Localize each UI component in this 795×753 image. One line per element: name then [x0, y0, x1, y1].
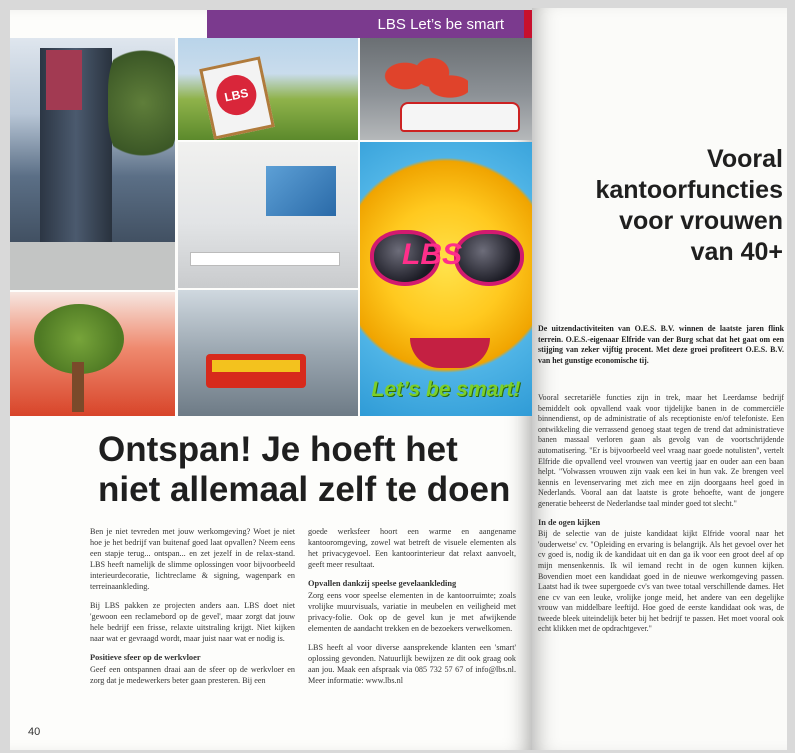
paragraph: goede werksfeer hoort een warme en aangename kantooromgeving, zowel wat betreft de visuele elementen als het privacygevoel. Een kantoorinterieur dat relaxt aanvoelt, geeft meer resultaat.	[308, 527, 516, 569]
paragraph: Bij de selectie van de juiste kandidaat kijkt Elfride vooral naar het 'ouderwetse' cv. "Opleiding en ervaring is belangrijk. Als het gevoel over het cv goed is, nodig ik de kandidaat uit en dan ga ik voor een groot deel af op mijn mensenkennis. Ik wil iemand recht in de ogen kunnen kijken. Bovendien moet een kandidaat goed in de nieuwe werkomgeving passen. Laatst had ik twee supergoede cv's van twee totaal verschillende dames. Het ene cv van een leuke, vrolijke jonge meid, het andere van een degelijke vrouw van middelbare leeftijd. Hoe goed de eerste kandidaat ook was, de tweede bleek uiteindelijk beter bij het bedrijf te passen. Het moet vooral ook echt klikken met de opdrachtgever."	[538, 529, 784, 634]
page-number: 40	[28, 726, 41, 738]
tree-trunk	[72, 362, 84, 412]
intro-paragraph: De uitzendactiviteiten van O.E.S. B.V. winnen de laatste jaren flink terrein. O.E.S.-eigenaar Elfride van der Burg schat dat het gaat om een stijging van zeker vijftig procent. Met deze groei profiteert O.E.S. B.V. van het gunstige economische tij.	[538, 324, 784, 365]
subheading: In de ogen kijken	[538, 517, 601, 527]
chair-logo: LBS	[213, 71, 260, 118]
article-headline	[98, 430, 518, 510]
tree-shape	[108, 38, 175, 168]
subheading: Positieve sfeer op de werkvloer	[90, 653, 201, 662]
right-page	[532, 8, 787, 750]
title-line-4: van 40+	[690, 238, 783, 266]
paragraph: LBS heeft al voor diverse aansprekende klanten een 'smart' oplossing gevonden. Natuurlijk bewijzen ze dit ook graag ook aan jou. Maak een afspraak via 085 732 57 67 of info@lbs.nl. Meer informatie: www.lbs.nl	[308, 643, 516, 685]
title-line-1: Vooral	[707, 145, 783, 173]
plaza-shape	[10, 242, 175, 290]
wall-visual	[266, 166, 336, 216]
paragraph: Zorg eens voor speelse elementen in de kantoorruimte; zoals vrolijke muurvisuals, variatie in meubelen en veiligheid met privacy-folie. Ook op de gevel kun je met afwijkende elementen de aandacht trekken en de bezoekers verwelkomen.	[308, 591, 516, 633]
title-line-3b: vrouwen	[680, 207, 783, 235]
deck-chair	[199, 56, 275, 139]
article-intro	[538, 324, 784, 374]
article-column-1	[90, 526, 295, 694]
slogan-text: Let’s be smart!	[371, 378, 521, 401]
left-page	[10, 10, 532, 750]
title-line-2: kantoorfuncties	[595, 176, 783, 204]
branded-car	[400, 102, 520, 132]
subheading: Opvallen dankzij speelse gevelaankleding	[308, 579, 457, 588]
paragraph: Bij LBS pakken ze projecten anders aan. LBS doet niet 'gewoon een reclamebord op de gevel', maar zorgt dat jouw hele bedrijf een frisse, relaxte uitstraling krijgt. Niet kijken naar wat er gevraagd wordt, maar juist naar wat er nodig is.	[90, 601, 295, 643]
photo-red-interior	[10, 292, 175, 416]
paragraph: Ben je niet tevreden met jouw werkomgeving? Woet je niet hoe je het bedrijf van buitenaf goed laat opvallen? Neem eens een stapje terug... ontspan... en zet jezelf in de relax-stand. LBS heeft namelijk de slimme oplossingen voor bijvoorbeeld interieurdecoratie, lichtreclame & signing, wagenpark en terreinaankleding.	[90, 527, 295, 591]
photo-deck-chair	[178, 38, 358, 140]
photo-bus	[178, 290, 358, 416]
banner-title: LBS Let’s be smart	[377, 15, 504, 33]
paragraph: Vooral secretariële functies zijn in trek, maar het Leerdamse bedrijf bemiddelt ook opvallend vaak voor tijdelijke banen in de commerciële binnendienst, op de administratie of als receptioniste en/of telefoniste. Een ontwikkeling die verrassend genoeg staat tegen de trend dat administratieve banen massaal verloren gaan als gevolg van de voortschrijdende automatisering. "Er is bijvoorbeeld veel vraag naar goede notulisten", vertelt Elfride die opvallend veel vrouwen van veertig jaar en ouder aan een baan helpt. "Volwassen vrouwen zijn vaak een kei in hun vak. Ze brengen veel kennis en levenservaring met zich mee en zijn doorgaans heel goed in Nederlands. Vooral aan dat laatste is grote behoefte, want de jongere generatie beheerst de Nederlandse taal minder goed tot slecht."	[538, 393, 784, 508]
shades-logo: LBS	[402, 238, 462, 271]
branded-bus	[206, 354, 306, 388]
sunglasses	[368, 230, 528, 300]
desk-shape	[190, 252, 340, 266]
photo-office-tower	[10, 38, 175, 290]
headline-rest: Je hoeft het niet allemaal zelf te doen	[98, 430, 511, 509]
photo-office-interior	[178, 142, 358, 288]
title-line-3a: voor	[619, 207, 681, 235]
article-title	[543, 144, 783, 268]
article-column-2	[308, 526, 516, 694]
section-banner	[207, 10, 534, 38]
paragraph: Geef een ontspannen draai aan de sfeer op de werkvloer en zorg dat je medewerkers beter gaan presteren. Bij een	[90, 665, 295, 685]
headline-bold: Ontspan!	[98, 430, 252, 469]
photo-collage	[10, 38, 532, 416]
photo-team-car	[360, 38, 532, 140]
building-poster	[46, 50, 82, 110]
lens-right	[454, 230, 524, 286]
photo-smiley-logo	[360, 142, 532, 416]
smiley-mouth	[410, 338, 490, 368]
article-body	[538, 393, 784, 643]
